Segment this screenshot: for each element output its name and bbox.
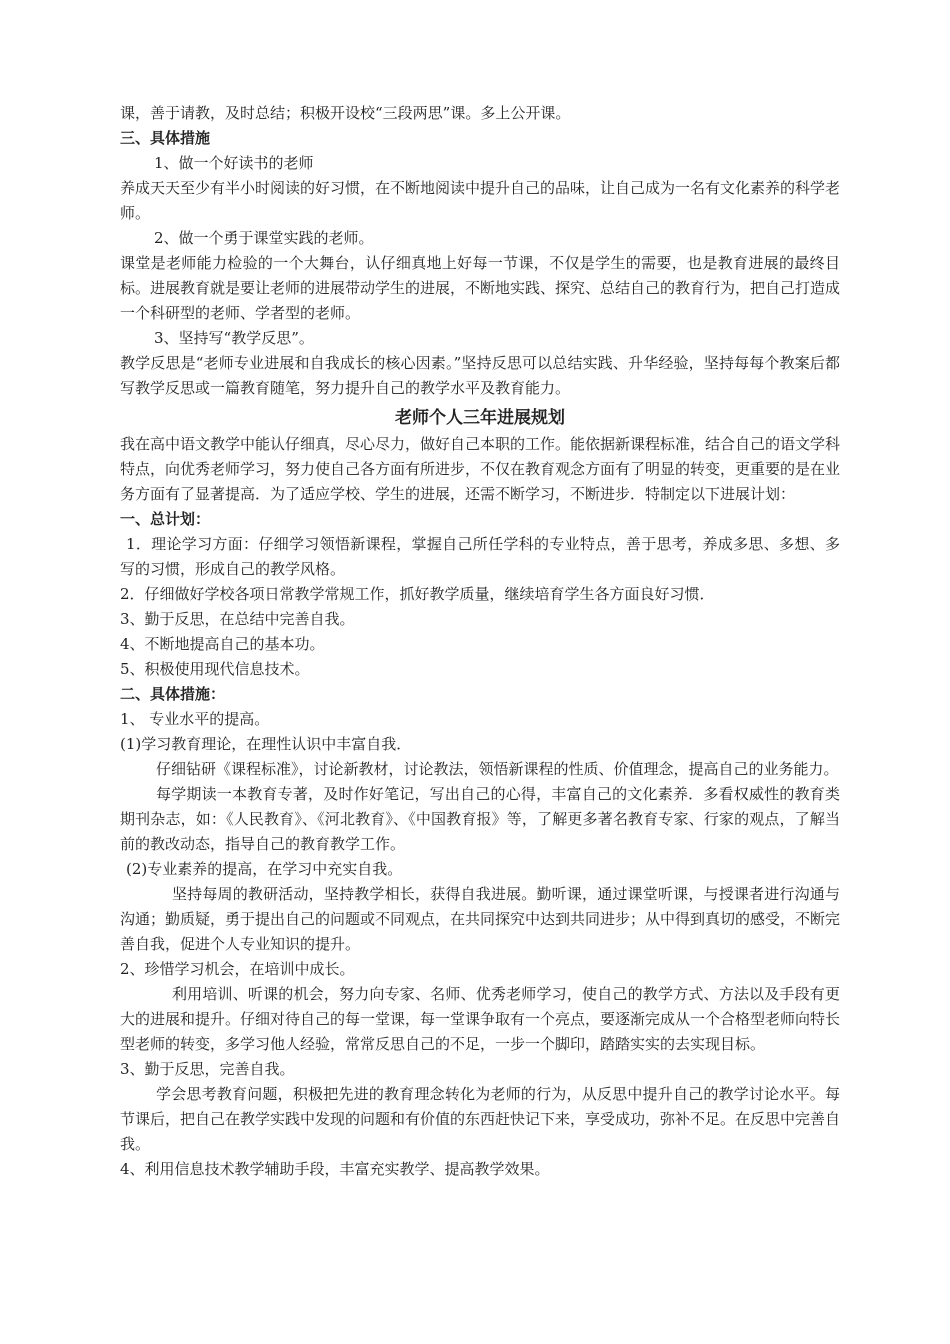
document-page <box>120 101 840 1182</box>
measure-1-sub-a-paragraph-2: 每学期读一本教育专著，及时作好笔记，写出自己的心得，丰富自己的文化素养．多看权威性的教育类期刊杂志，如：《人民教育》、《河北教育》、《中国教育报》等，了解更多著名教育专家、行家的观点，了解当前的教改动态，指导自己的教育教学工作。 <box>120 785 840 853</box>
item-3-title: 3、坚持写“教学反思”。 <box>154 329 314 347</box>
item-3-body: 教学反思是“老师专业进展和自我成长的核心因素。”坚持反思可以总结实践、升华经验，坚持每每个教案后都写教学反思或一篇教育随笔，努力提升自己的教学水平及教育能力。 <box>120 354 840 397</box>
measure-3: 3、勤于反思，完善自我。 <box>120 1060 295 1078</box>
measure-1-sub-a-paragraph-1: 仔细钻研《课程标准》，讨论新教材，讨论教法，领悟新课程的性质、价值理念，提高自己的业务能力。 <box>156 760 839 778</box>
measure-2: 2、珍惜学习机会，在培训中成长。 <box>120 960 355 978</box>
measure-1: 1、 专业水平的提高。 <box>120 710 270 728</box>
plan-item-3: 3、勤于反思，在总结中完善自我。 <box>120 610 355 628</box>
plan-item-1: 1．理论学习方面：仔细学习领悟新课程，掌握自己所任学科的专业特点，善于思考，养成多思、多想、多写的习惯，形成自己的教学风格。 <box>120 535 840 578</box>
plan-item-4: 4、不断地提高自己的基本功。 <box>120 635 325 653</box>
item-1-title: 1、做一个好读书的老师 <box>154 154 314 172</box>
measure-1-sub-b: (2)专业素养的提高，在学习中充实自我。 <box>126 860 403 878</box>
item-1-body: 养成天天至少有半小时阅读的好习惯，在不断地阅读中提升自己的品味，让自己成为一名有文化素养的科学老师。 <box>120 179 841 222</box>
document-title: 老师个人三年进展规划 <box>395 408 565 428</box>
section-heading-plan: 一、总计划： <box>120 510 211 528</box>
intro-paragraph: 我在高中语文教学中能认仔细真，尽心尽力，做好自己本职的工作。能依据新课程标准，结合自己的语文学科特点，向优秀老师学习，努力使自己各方面有所进步，不仅在教育观念方面有了明显的转变，更重要的是在业务方面有了显著提高．为了适应学校、学生的进展，还需不断学习，不断进步．特制定以下进展计划： <box>120 435 841 503</box>
measure-3-paragraph-1: 学会思考教育问题，积极把先进的教育理念转化为老师的行为，从反思中提升自己的教学讨论水平。每节课后，把自己在教学实践中发现的问题和有价值的东西赶快记下来，享受成功，弥补不足。在反思中完善自我。 <box>120 1085 841 1153</box>
measure-1-sub-b-paragraph-1: 坚持每周的教研活动，坚持教学相长，获得自我进展。勤听课，通过课堂听课，与授课者进行沟通与沟通；勤质疑，勇于提出自己的问题或不同观点，在共同探究中达到共同进步；从中得到真切的感受，不断完善自我，促进个人专业知识的提升。 <box>120 885 841 953</box>
section-heading-measures: 三、具体措施 <box>120 129 211 147</box>
measure-4: 4、利用信息技术教学辅助手段，丰富充实教学、提高教学效果。 <box>120 1160 550 1178</box>
plan-item-2: 2．仔细做好学校各项日常教学常规工作，抓好教学质量，继续培育学生各方面良好习惯． <box>120 585 715 603</box>
section-heading-specific-measures: 二、具体措施： <box>120 685 226 703</box>
measure-1-sub-a: (1)学习教育理论，在理性认识中丰富自我． <box>120 735 412 753</box>
item-2-title: 2、做一个勇于课堂实践的老师。 <box>154 229 374 247</box>
plan-item-5: 5、积极使用现代信息技术。 <box>120 660 310 678</box>
item-2-body: 课堂是老师能力检验的一个大舞台，认仔细真地上好每一节课，不仅是学生的需要，也是教育进展的最终目标。进展教育就是要让老师的进展带动学生的进展，不断地实践、探究、总结自己的教育行为，把自己打造成一个科研型的老师、学者型的老师。 <box>120 254 841 322</box>
measure-2-paragraph-1: 利用培训、听课的机会，努力向专家、名师、优秀老师学习，使自己的教学方式、方法以及手段有更大的进展和提升。仔细对待自己的每一堂课，每一堂课争取有一个亮点，要逐渐完成从一个合格型老师向特长型老师的转变，多学习他人经验，常常反思自己的不足，一步一个脚印，踏踏实实的去实现目标。 <box>120 985 841 1053</box>
paragraph-continuation: 课，善于请教，及时总结；积极开设校“三段两思”课。多上公开课。 <box>120 104 571 122</box>
